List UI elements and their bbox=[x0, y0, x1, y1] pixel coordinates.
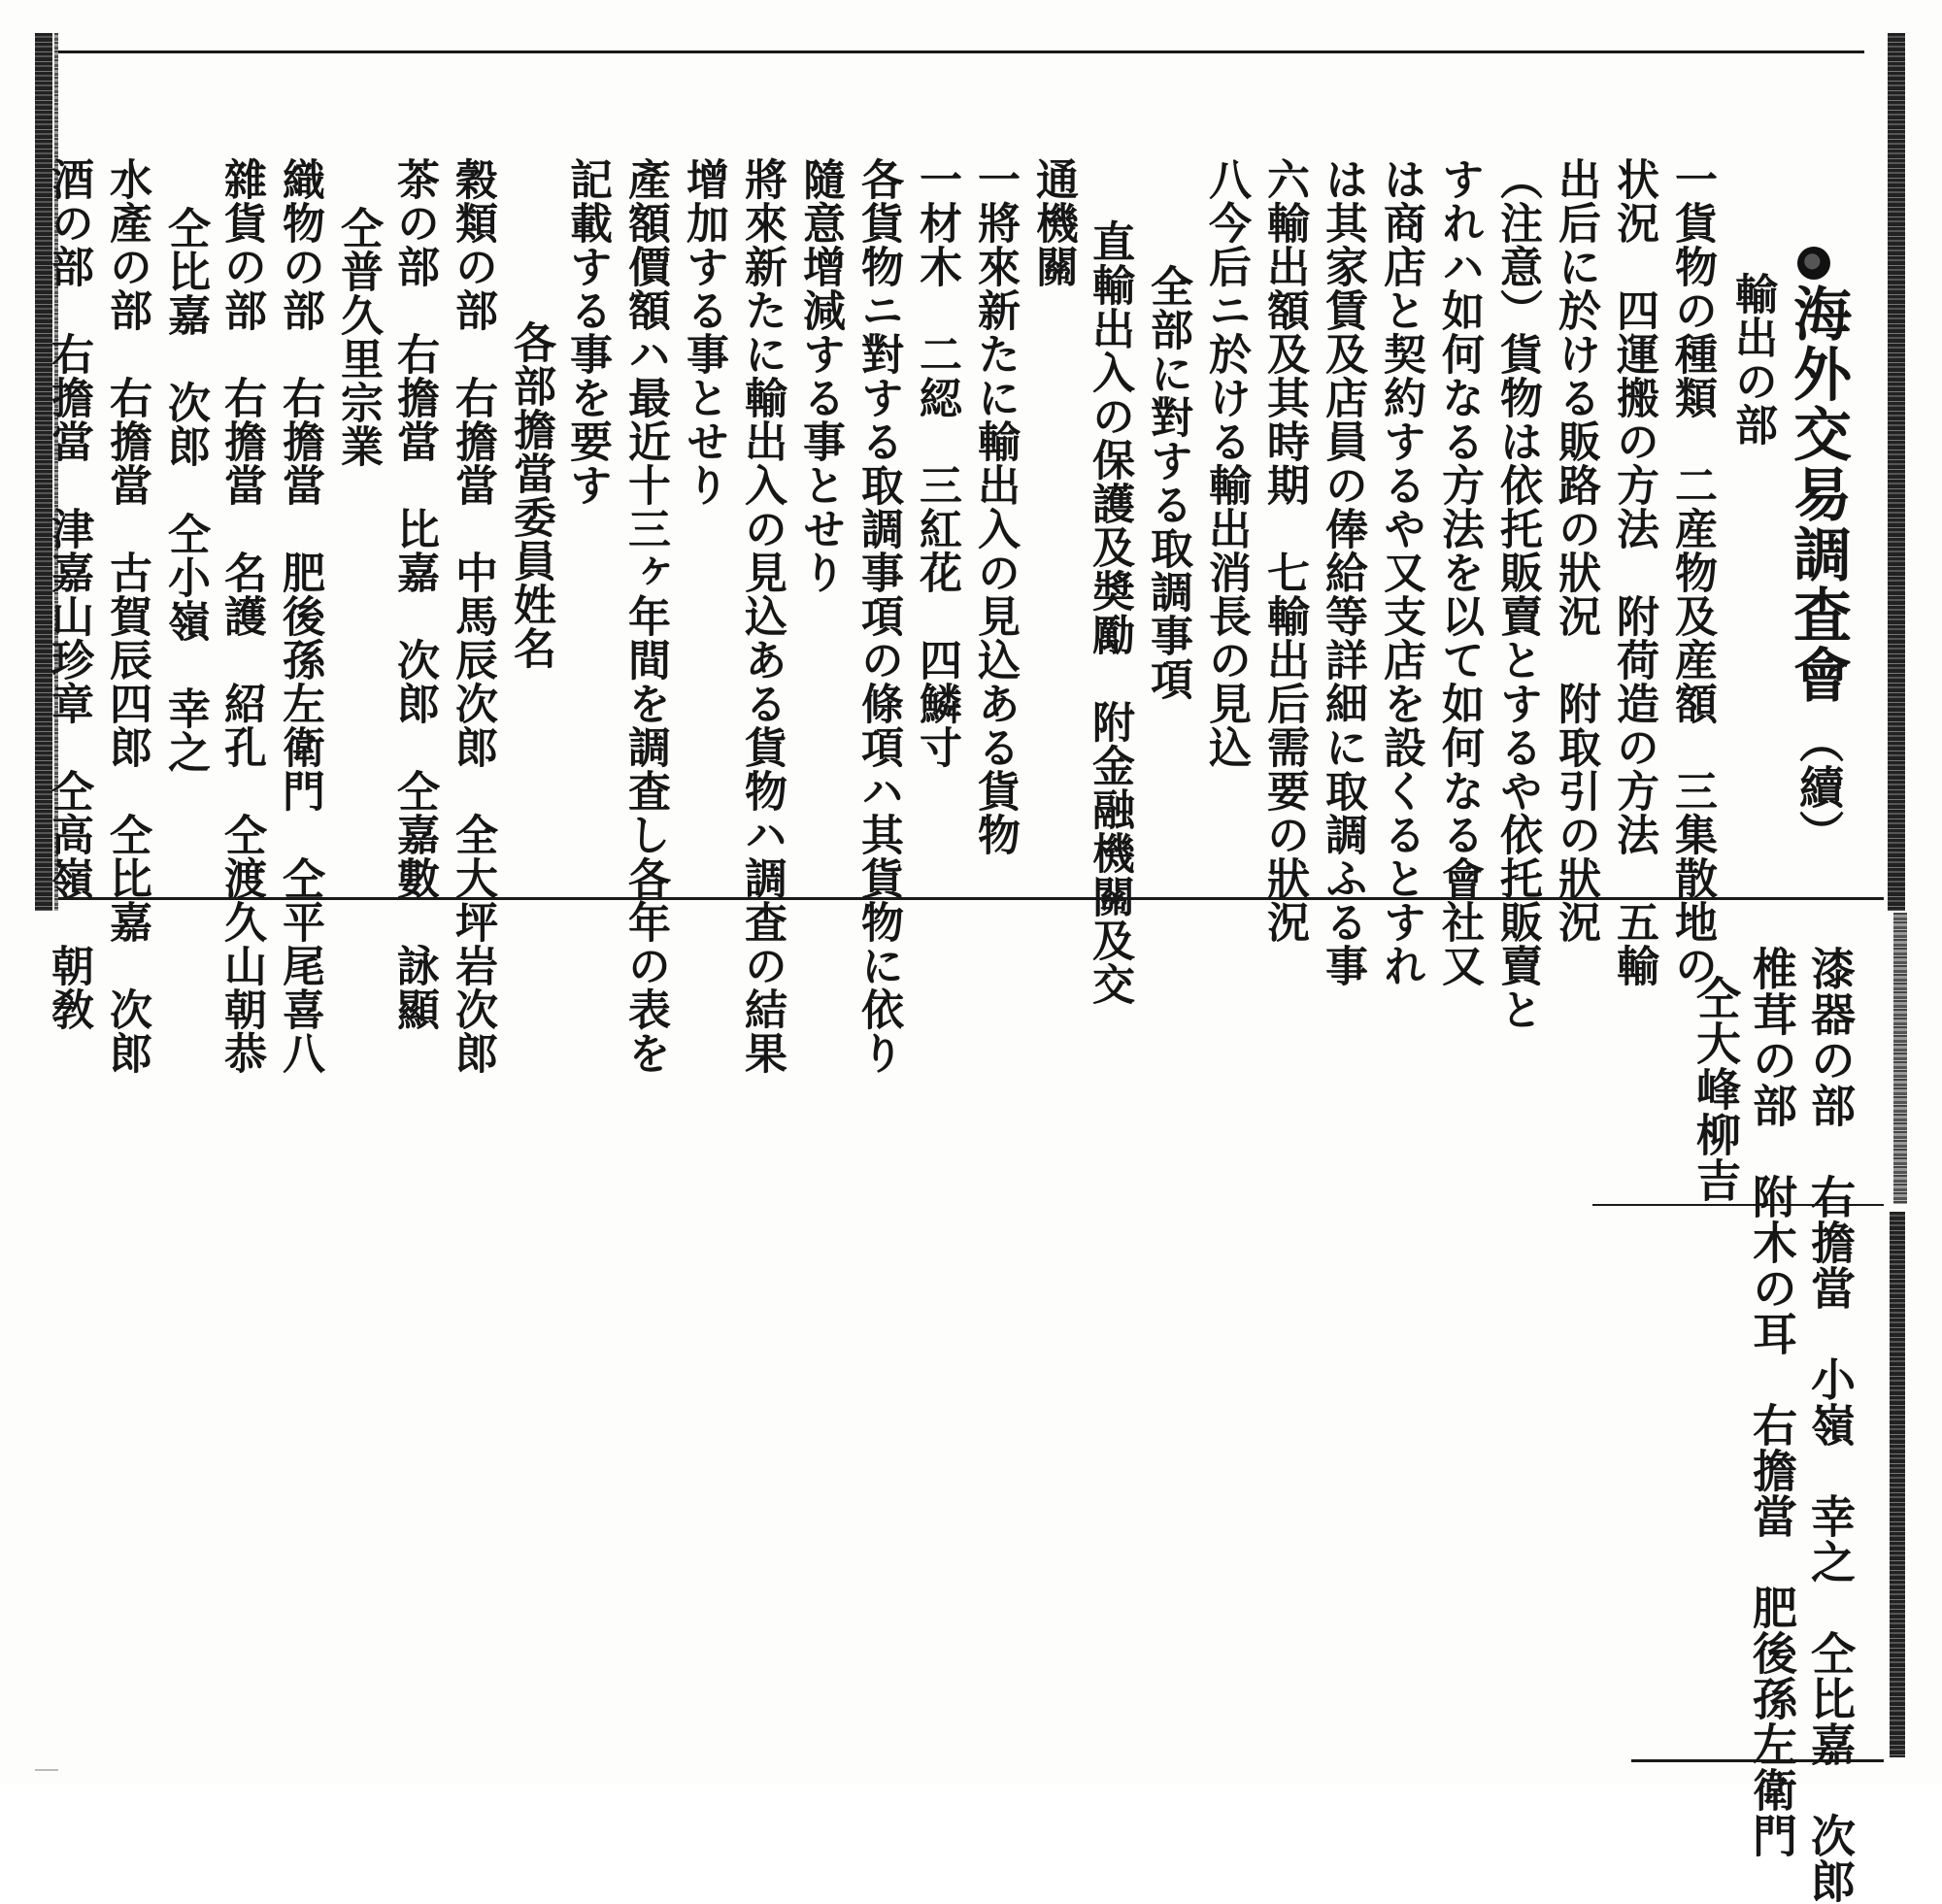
right-border-bar-middle bbox=[1893, 913, 1907, 1204]
text-column: は其家賃及店員の俸給等詳細に取調ふる事 bbox=[1318, 157, 1367, 987]
committee-row: 雜貨の部 右擔當 名護 紹孔 仝渡久山朝恭 bbox=[217, 157, 266, 1075]
text-column: 六輸出額及其時期 七輸出后需要の狀況 bbox=[1259, 157, 1309, 944]
top-rule bbox=[58, 50, 1864, 53]
text-column: 一將來新たに輸出入の見込ある貨物 bbox=[970, 157, 1020, 856]
section-heading-export: 輸出の部 bbox=[1727, 272, 1777, 447]
text-column: 增加する事とせり bbox=[679, 157, 728, 507]
text-column-note: （注意）貨物は依托販賣とするや依托販賣と bbox=[1492, 157, 1542, 1031]
section-heading-committee: 各部擔當委員姓名 bbox=[506, 320, 555, 670]
text-column: 一材木 二綛 三紅花 四鱗寸 bbox=[912, 157, 961, 769]
text-column: 出后に於ける販路の狀況 附取引の狀況 bbox=[1551, 157, 1600, 944]
article-title: 海外交易調査會 bbox=[1784, 284, 1852, 705]
continued-label: （續） bbox=[1792, 718, 1845, 855]
section-heading-overall: 全部に對する取調事項 bbox=[1143, 264, 1192, 701]
text-column: 直輸出入の保護及奬勵 附金融機關及交 bbox=[1085, 219, 1134, 1006]
text-column: 產額價額ハ最近十三ヶ年間を調査し各年の表を bbox=[620, 157, 670, 1075]
right-border-bar-upper bbox=[1888, 33, 1905, 911]
committee-row: 水產の部 右擔當 古賀辰四郎 仝比嘉 次郎 bbox=[102, 157, 151, 1075]
committee-row: 椎茸の部 附木の耳 右擔當 肥後孫左衛門 bbox=[1746, 946, 1798, 1858]
text-column: 各貨物ニ對する取調事項の條項ハ其貨物に依り bbox=[854, 157, 903, 1075]
committee-row: 穀類の部 右擔當 中馬辰次郎 全大坪岩次郎 bbox=[448, 157, 497, 1075]
title-bullet-icon bbox=[1797, 247, 1830, 280]
right-border-bar-lower bbox=[1890, 1212, 1905, 1757]
committee-row: 仝大峰柳吉 bbox=[1690, 975, 1742, 1203]
text-column: 八今后ニ於ける輸出消長の見込 bbox=[1201, 157, 1251, 769]
committee-row: 漆器の部 右擔當 小嶺 幸之 仝比嘉 次郎 bbox=[1804, 946, 1857, 1904]
text-column: は商店と契約するや又支店を設くるとすれ bbox=[1376, 157, 1425, 987]
text-column: 將來新たに輸出入の見込ある貨物ハ調査の結果 bbox=[737, 157, 787, 1075]
committee-row: 茶の部 右擔當 比嘉 次郎 仝嘉數 詠顯 bbox=[389, 157, 439, 1031]
committee-row: 仝普久里宗業 bbox=[333, 206, 383, 468]
text-column: すれハ如何なる方法を以て如何なる會社又 bbox=[1434, 157, 1484, 987]
committee-row: 酒の部 右擔當 津嘉山珍章 仝高嶺 朝敎 bbox=[44, 157, 93, 1031]
text-column: 通機關 bbox=[1028, 157, 1078, 288]
paper-speck bbox=[35, 1769, 58, 1771]
committee-row: 仝比嘉 次郎 仝小嶺 幸之 bbox=[160, 206, 210, 774]
text-column: 隨意增減する事とせり bbox=[795, 157, 845, 594]
text-column: 記載する事を要す bbox=[562, 157, 612, 507]
committee-row: 織物の部 右擔當 肥後孫左衛門 仝平尾喜八 bbox=[275, 157, 324, 1075]
text-column: 一貨物の種類 二産物及産額 三集散地の bbox=[1667, 157, 1717, 987]
text-column: 状況 四運搬の方法 附荷造の方法 五輸 bbox=[1609, 157, 1658, 987]
